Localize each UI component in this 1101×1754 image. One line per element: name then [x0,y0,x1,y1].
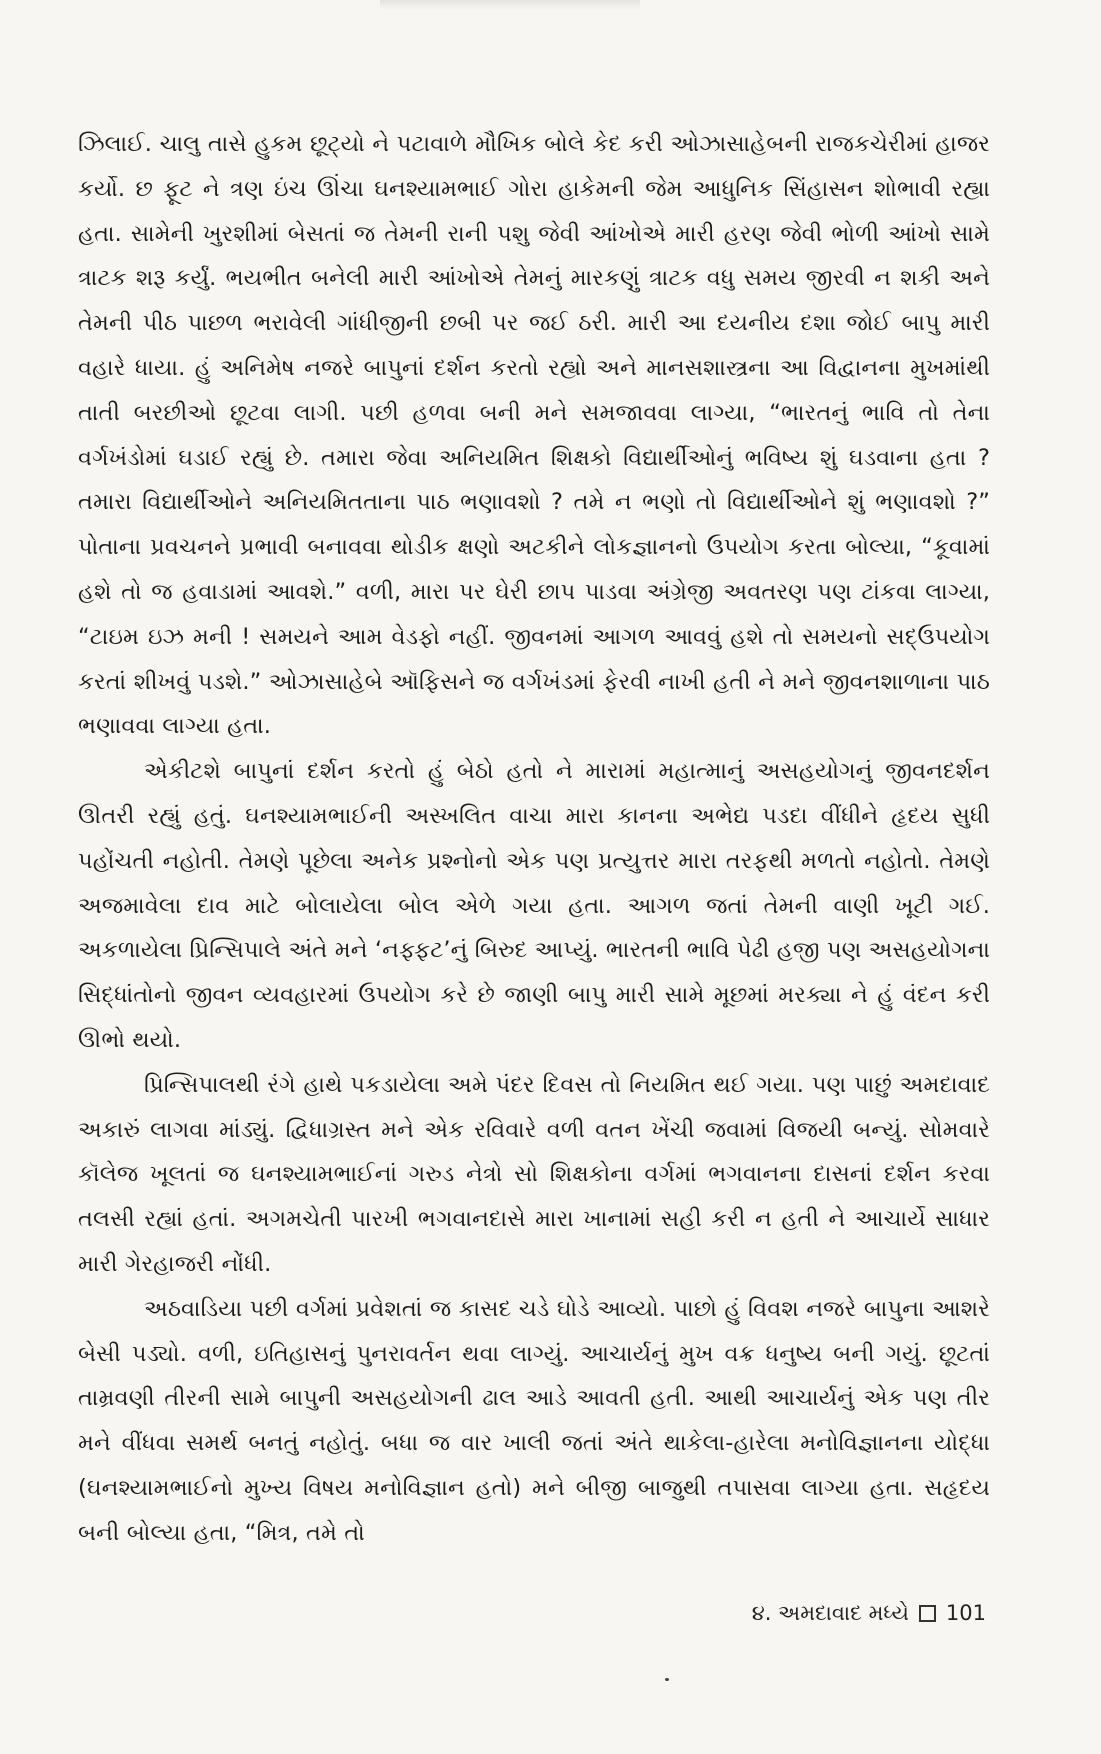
ink-dot [665,1678,669,1681]
page-footer [752,1598,986,1628]
paragraph-3: પ્રિન્સિપાલથી રંગે હાથે પકડાયેલા અમે પંદર દિવસ તો નિયમિત થઈ ગયા. પણ પાછું અમદાવાદ અકારું લાગવા માંડ્યું. દ્વિધાગ્રસ્ત મને એક રવિવારે વળી વતન ખેંચી જવામાં વિજયી બન્યું. સોમવારે કૉલેજ ખૂલતાં જ ઘનશ્યામભાઈનાં ગરુડ નેત્રો સો શિક્ષકોના વર્ગમાં ભગવાનના દાસનાં દર્શન કરવા તલસી રહ્યાં હતાં. અગમચેતી પારખી ભગવાનદાસે મારા ખાનામાં સહી કરી ન હતી ને આચાર્યે સાધાર મારી ગેરહાજરી નોંધી. [78,1071,990,1277]
scan-edge-mark [380,0,640,10]
paragraph-4: અઠવાડિયા પછી વર્ગમાં પ્રવેશતાં જ કાસદ ચડે ઘોડે આવ્યો. પાછો હું વિવશ નજરે બાપુના આશરે બેસી પડ્યો. વળી, ઇતિહાસનું પુનરાવર્તન થવા લાગ્યું. આચાર્યનું મુખ વક્ર ધનુષ્ય બની ગયું. છૂટતાં તામ્રવણી તીરની સામે બાપુની અસહયોગની ઢાલ આડે આવતી હતી. આથી આચાર્યનું એક પણ તીર મને વીંધવા સમર્થ બનતું નહોતું. બધા જ વાર ખાલી જતાં અંતે થાકેલા-હારેલા મનોવિજ્ઞાનના યોદ્ધા (ઘનશ્યામભાઈનો મુખ્ય વિષય મનોવિજ્ઞાન હતો) મને બીજી બાજુથી તપાસવા લાગ્યા હતા. સહૃદય બની બોલ્યા હતા, “મિત્ર, તમે તો [78,1295,990,1546]
paragraph-1: ઝિલાઈ. ચાલુ તાસે હુકમ છૂટ્યો ને પટાવાળે મૌખિક બોલે કેદ કરી ઓઝાસાહેબની રાજકચેરીમાં હાજર કર્યો. છ ફૂટ ને ત્રણ ઇંચ ઊંચા ઘનશ્યામભાઈ ગોરા હાકેમની જેમ આધુનિક સિંહાસન શોભાવી રહ્યા હતા. સામેની ખુરશીમાં બેસતાં જ તેમની રાની પશુ જેવી આંખોએ મારી હરણ જેવી ભોળી આંખો સામે ત્રાટક શરૂ કર્યું. ભયભીત બનેલી મારી આંખોએ તેમનું મારકણું ત્રાટક વધુ સમય જીરવી ન શકી અને તેમની પીઠ પાછળ ભરાવેલી ગાંધીજીની છબી પર જઈ ઠરી. મારી આ દયનીય દશા જોઈ બાપુ મારી વહારે ધાયા. હું અનિમેષ નજરે બાપુનાં દર્શન કરતો રહ્યો અને માનસશાસ્ત્રના આ વિદ્વાનના મુખમાંથી તાતી બરછીઓ છૂટવા લાગી. પછી હળવા બની મને સમજાવવા લાગ્યા, “ભારતનું ભાવિ તો તેના વર્ગખંડોમાં ઘડાઈ રહ્યું છે. તમારા જેવા અનિયમિત શિક્ષકો વિદ્યાર્થીઓનું ભવિષ્ય શું ઘડવાના હતા ? તમારા વિદ્યાર્થીઓને અનિયમિતતાના પાઠ ભણાવશો ? તમે ન ભણો તો વિદ્યાર્થીઓને શું ભણાવશો ?” પોતાના પ્રવચનને પ્રભાવી બનાવવા થોડીક ક્ષણો અટકીને લોકજ્ઞાનનો ઉપયોગ કરતા બોલ્યા, “કૂવામાં હશે તો જ હવાડામાં આવશે.” વળી, મારા પર ઘેરી છાપ પાડવા અંગ્રેજી અવતરણ પણ ટાંકવા લાગ્યા, “ટાઇમ ઇઝ મની ! સમયને આમ વેડફો નહીં. જીવનમાં આગળ આવવું હશે તો સમયનો સદ્ઉપયોગ કરતાં શીખવું પડશે.” ઓઝાસાહેબે ઑફિસને જ વર્ગખંડમાં ફેરવી નાખી હતી ને મને જીવનશાળાના પાઠ ભણાવવા લાગ્યા હતા. [78,131,990,740]
chapter-title: ૪. અમદાવાદ મધ્યે [751,1601,909,1625]
body-text [78,122,990,1556]
page-number: 101 [945,1601,986,1625]
square-box-icon [919,1605,936,1622]
paragraph-2: એકીટશે બાપુનાં દર્શન કરતો હું બેઠો હતો ને મારામાં મહાત્માનું અસહયોગનું જીવનદર્શન ઊતરી રહ્યું હતું. ઘનશ્યામભાઈની અસ્ખલિત વાચા મારા કાનના અભેદ્ય પડદા વીંધીને હૃદય સુધી પહોંચતી નહોતી. તેમણે પૂછેલા અનેક પ્રશ્નોનો એક પણ પ્રત્યુત્તર મારા તરફથી મળતો નહોતો. તેમણે અજમાવેલા દાવ માટે બોલાયેલા બોલ એળે ગયા હતા. આગળ જતાં તેમની વાણી ખૂટી ગઈ. અકળાયેલા પ્રિન્સિપાલે અંતે મને ‘નફ્ફટ’નું બિરુદ આપ્યું. ભારતની ભાવિ પેઢી હજી પણ અસહયોગના સિદ્ધાંતોનો જીવન વ્યવહારમાં ઉપયોગ કરે છે જાણી બાપુ મારી સામે મૂછમાં મરક્યા ને હું વંદન કરી ઊભો થયો. [78,758,990,1053]
